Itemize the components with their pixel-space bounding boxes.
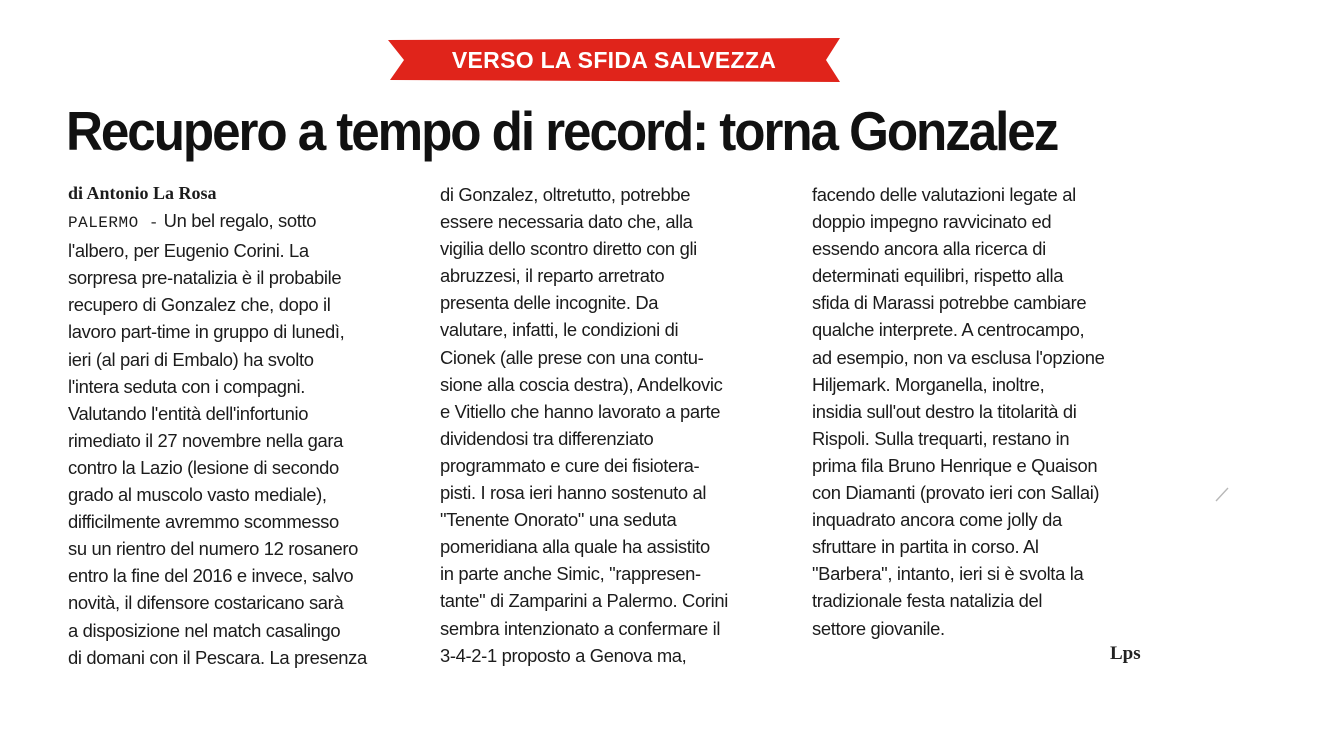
- text-line: sfida di Marassi potrebbe cambiare: [812, 292, 1087, 314]
- text-line: a disposizione nel match casalingo: [68, 619, 341, 641]
- column-text: [68, 207, 418, 671]
- text-line: ad esempio, non va esclusa l'opzione: [812, 346, 1105, 368]
- text-line-content: Un bel regalo, sotto: [158, 210, 317, 232]
- text-line: ieri (al pari di Embalo) ha svolto: [68, 348, 314, 370]
- text-line: entro la fine del 2016 e invece, salvo: [68, 565, 354, 587]
- text-line: essere necessaria dato che, alla: [440, 211, 693, 233]
- text-line: tradizionale festa natalizia del: [812, 590, 1043, 612]
- text-line: tante" di Zamparini a Palermo. Corini: [440, 590, 728, 612]
- text-line: l'albero, per Eugenio Corini. La: [68, 240, 309, 262]
- text-line: sione alla coscia destra), Andelkovic: [440, 373, 723, 395]
- text-line: novità, il difensore costaricano sarà: [68, 592, 344, 614]
- text-line: con Diamanti (provato ieri con Sallai): [812, 482, 1100, 504]
- text-line: settore giovanile.: [812, 617, 945, 639]
- text-line: programmato e cure dei fisiotera-: [440, 454, 700, 476]
- column-text: [440, 181, 790, 669]
- text-line: 3-4-2-1 proposto a Genova ma,: [440, 644, 687, 666]
- text-line: dividendosi tra differenziato: [440, 427, 654, 449]
- text-line: [68, 207, 418, 237]
- text-line: lavoro part-time in gruppo di lunedì,: [68, 321, 345, 343]
- text-line: l'intera seduta con i compagni.: [68, 375, 305, 397]
- text-line: vigilia dello scontro diretto con gli: [440, 238, 697, 260]
- text-line: recupero di Gonzalez che, dopo il: [68, 294, 331, 316]
- text-line: prima fila Bruno Henrique e Quaison: [812, 454, 1098, 476]
- text-line: essendo ancora alla ricerca di: [812, 238, 1046, 260]
- kicker-banner: [388, 38, 840, 82]
- text-line: sorpresa pre-natalizia è il probabile: [68, 267, 342, 289]
- text-line: "Barbera", intanto, ieri si è svolta la: [812, 563, 1084, 585]
- text-line: Valutando l'entità dell'infortunio: [68, 402, 309, 424]
- stray-mark-icon: [1214, 485, 1230, 503]
- byline: di Antonio La Rosa: [68, 183, 217, 203]
- text-line: difficilmente avremmo scommesso: [68, 511, 339, 533]
- text-line: Hiljemark. Morganella, inoltre,: [812, 373, 1045, 395]
- text-line: sfruttare in partita in corso. Al: [812, 536, 1039, 558]
- text-line: in parte anche Simic, "rappresen-: [440, 563, 701, 585]
- column-text: [812, 181, 1162, 642]
- author-signature: Lps: [1110, 643, 1141, 664]
- text-line: grado al muscolo vasto mediale),: [68, 484, 327, 506]
- text-line: insidia sull'out destro la titolarità di: [812, 400, 1077, 422]
- text-line: rimediato il 27 novembre nella gara: [68, 429, 344, 451]
- article-column-2: [440, 181, 790, 669]
- text-line: di domani con il Pescara. La presenza: [68, 646, 367, 668]
- text-line: facendo delle valutazioni legate al: [812, 184, 1076, 205]
- text-line: doppio impegno ravvicinato ed: [812, 211, 1052, 233]
- text-line: pisti. I rosa ieri hanno sostenuto al: [440, 482, 707, 504]
- text-line: contro la Lazio (lesione di secondo: [68, 456, 339, 478]
- text-line: su un rientro del numero 12 rosanero: [68, 538, 359, 560]
- text-line: determinati equilibri, rispetto alla: [812, 265, 1064, 287]
- text-line: Cionek (alle prese con una contu-: [440, 346, 704, 368]
- text-line: sembra intenzionato a confermare il: [440, 617, 721, 639]
- text-line: valutare, infatti, le condizioni di: [440, 319, 679, 341]
- text-line: "Tenente Onorato" una seduta: [440, 509, 677, 531]
- text-line: presenta delle incognite. Da: [440, 292, 659, 314]
- article-column-1: [68, 180, 418, 671]
- text-line: Rispoli. Sulla trequarti, restano in: [812, 427, 1070, 449]
- text-line: qualche interprete. A centrocampo,: [812, 319, 1085, 341]
- text-line: inquadrato ancora come jolly da: [812, 509, 1062, 531]
- kicker-text: VERSO LA SFIDA SALVEZZA: [451, 47, 777, 73]
- article-column-3: [812, 181, 1162, 642]
- text-line: pomeridiana alla quale ha assistito: [440, 536, 710, 558]
- text-line: abruzzesi, il reparto arretrato: [440, 265, 665, 287]
- dateline: PALERMO -: [68, 214, 159, 233]
- headline: Recupero a tempo di record: torna Gonzalez: [66, 100, 1058, 162]
- text-line: di Gonzalez, oltretutto, potrebbe: [440, 184, 691, 205]
- text-line: e Vitiello che hanno lavorato a parte: [440, 400, 721, 422]
